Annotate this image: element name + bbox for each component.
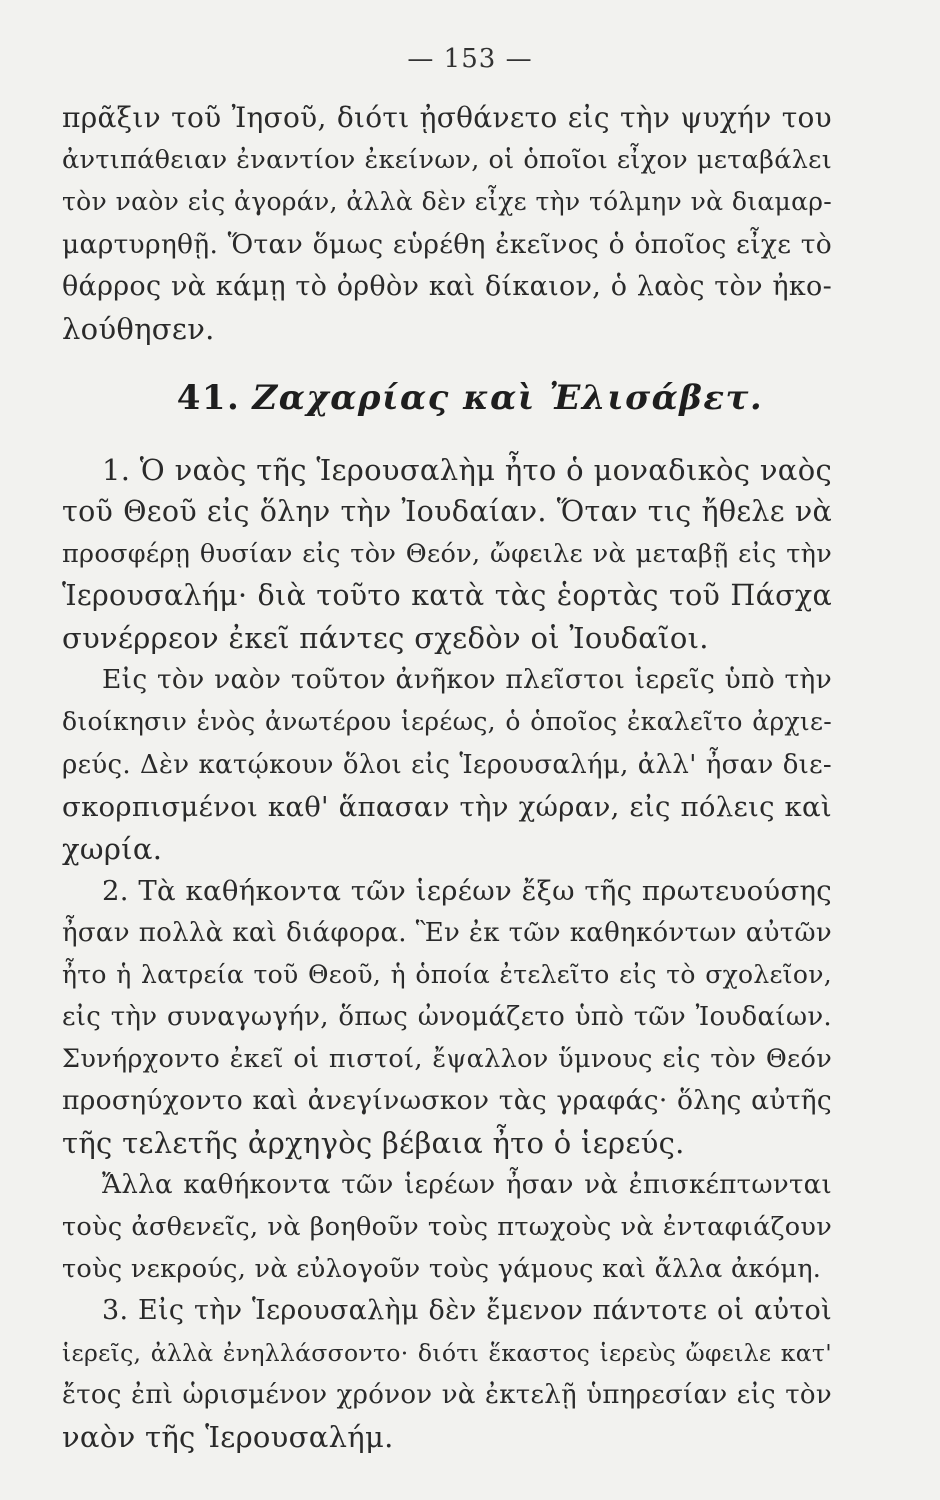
text-line: ἀντιπάθειαν ἐναντίον ἐκείνων, οἱ ὁποῖοι εἶχον μεταβάλει (62, 145, 832, 175)
text-line: χωρία. (62, 832, 163, 866)
paragraph-first-line: Εἰς τὸν ναὸν τοῦτον ἀνῆκον πλεῖστοι ἱερεῖς ὑπὸ τὴν (102, 664, 832, 695)
text-line: πρᾶξιν τοῦ Ἰησοῦ, διότι ᾐσθάνετο εἰς τὴν ψυχήν του (62, 101, 832, 134)
paragraph-first-line: Ἄλλα καθήκοντα τῶν ἱερέων ἦσαν νὰ ἐπισκέπτωνται (102, 1170, 832, 1200)
text-line: προσηύχοντο καὶ ἀνεγίνωσκον τὰς γραφάς· ὅλης αὐτῆς (62, 1085, 832, 1116)
text-line: ρεύς. Δὲν κατῴκουν ὅλοι εἰς Ἱερουσαλήμ, ἀλλ' ἦσαν διε- (62, 750, 832, 780)
text-line: μαρτυρηθῇ. Ὅταν ὅμως εὑρέθη ἐκεῖνος ὁ ὁποῖος εἶχε τὸ (62, 229, 832, 260)
paragraph-first-line: 2. Τὰ καθήκοντα τῶν ἱερέων ἔξω τῆς πρωτευούσης (102, 875, 832, 907)
paragraph-first-line: 1. Ὁ ναὸς τῆς Ἱερουσαλὴμ ἦτο ὁ μοναδικὸς ναὸς (102, 453, 832, 487)
text-line: ἦτο ἡ λατρεία τοῦ Θεοῦ, ἡ ὁποία ἐτελεῖτο εἰς τὸ σχολεῖον, (62, 960, 832, 989)
page-number: — 153 — (407, 44, 533, 74)
section-heading (0, 378, 940, 418)
text-line: λούθησεν. (62, 312, 215, 346)
section-title: Ζαχαρίας καὶ Ἐλισάβετ. (252, 378, 764, 418)
text-line: συνέρρεον ἐκεῖ πάντες σχεδὸν οἱ Ἰουδαῖοι. (62, 621, 709, 655)
text-line: προσφέρῃ θυσίαν εἰς τὸν Θεόν, ὤφειλε νὰ μεταβῇ εἰς τὴν (62, 539, 832, 569)
text-line: ἱερεῖς, ἀλλὰ ἐνηλλάσσοντο· διότι ἕκαστος ἱερεὺς ὤφειλε κατ' (62, 1339, 832, 1367)
text-line: τῆς τελετῆς ἀρχηγὸς βέβαια ἦτο ὁ ἱερεύς. (62, 1126, 685, 1160)
paragraph-first-line: 3. Εἰς τὴν Ἱερουσαλὴμ δὲν ἔμενον πάντοτε οἱ αὐτοὶ (102, 1295, 832, 1326)
text-line: τοὺς ἀσθενεῖς, νὰ βοηθοῦν τοὺς πτωχοὺς νὰ ἐνταφιάζουν (62, 1212, 832, 1242)
text-line: σκορπισμένοι καθ' ἅπασαν τὴν χώραν, εἰς πόλεις καὶ (62, 791, 832, 823)
text-line: τοῦ Θεοῦ εἰς ὅλην τὴν Ἰουδαίαν. Ὅταν τις ἤθελε νὰ (62, 495, 832, 528)
text-line: εἰς τὴν συναγωγήν, ὅπως ὠνομάζετο ὑπὸ τῶν Ἰουδαίων. (62, 1002, 832, 1032)
text-line: τοὺς νεκρούς, νὰ εὐλογοῦν τοὺς γάμους καὶ ἄλλα ἀκόμη. (62, 1254, 822, 1284)
text-line: Ἱερουσαλήμ· διὰ τοῦτο κατὰ τὰς ἑορτὰς τοῦ Πάσχα (62, 579, 832, 612)
section-number: 41. (176, 378, 241, 418)
text-line: ἔτος ἐπὶ ὡρισμένον χρόνον νὰ ἐκτελῇ ὑπηρεσίαν εἰς τὸν (62, 1380, 832, 1410)
text-line: ἦσαν πολλὰ καὶ διάφορα. Ἓν ἐκ τῶν καθηκόντων αὐτῶν (62, 918, 832, 948)
text-line: τὸν ναὸν εἰς ἀγοράν, ἀλλὰ δὲν εἶχε τὴν τόλμην νὰ διαμαρ- (62, 187, 832, 216)
text-line: ναὸν τῆς Ἱερουσαλήμ. (62, 1420, 394, 1454)
text-line: Συνήρχοντο ἐκεῖ οἱ πιστοί, ἔψαλλον ὕμνους εἰς τὸν Θεόν (62, 1044, 832, 1074)
text-line: διοίκησιν ἑνὸς ἀνωτέρου ἱερέως, ὁ ὁποῖος ἐκαλεῖτο ἀρχιε- (62, 707, 832, 736)
text-line: θάρρος νὰ κάμῃ τὸ ὀρθὸν καὶ δίκαιον, ὁ λαὸς τὸν ἠκο- (62, 271, 832, 302)
